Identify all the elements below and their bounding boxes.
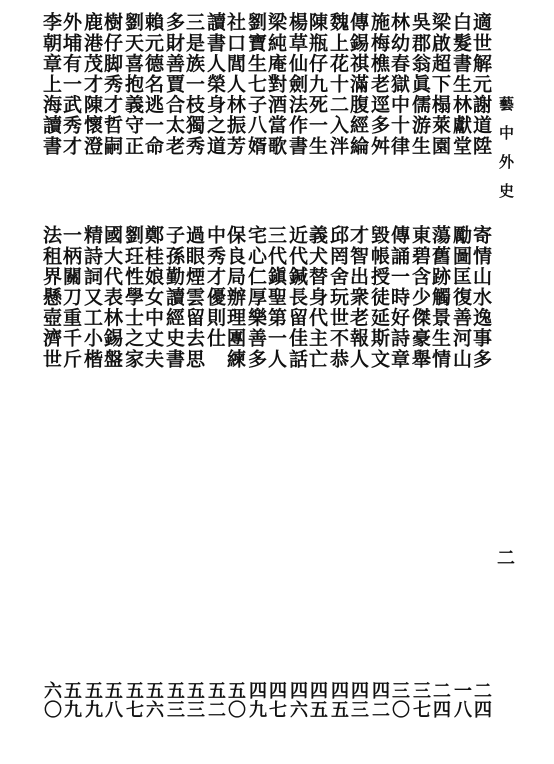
toc-num-text: 五六 bbox=[143, 681, 164, 719]
toc-top-text: 梁啟超下榻萊園 bbox=[429, 12, 451, 157]
toc-middle-text: 傳誦一時好詩章 bbox=[388, 225, 410, 370]
toc-middle-text: 蕩舊跡觸景生情 bbox=[429, 225, 451, 370]
toc-num-text: 五三 bbox=[184, 681, 205, 719]
toc-middle-text: 精詩詞又工小楷 bbox=[81, 225, 103, 370]
toc-num-text: 五九 bbox=[61, 681, 82, 719]
toc-middle-text: 鄭桂娘女中丈夫 bbox=[142, 225, 164, 370]
toc-middle-text: 三代鎭聖第一人 bbox=[265, 225, 287, 370]
toc-top-text: 樹仔脚秀才哲嗣 bbox=[101, 12, 123, 157]
toc-num-text: 二四 bbox=[471, 681, 492, 719]
toc-top-text: 吳郡翁眞儒游生 bbox=[409, 12, 431, 157]
toc-top-text: 賴元德名逃一命 bbox=[142, 12, 164, 157]
toc-top-text: 陳瓶仔九死一生 bbox=[306, 12, 328, 157]
toc-top-text: 適世解元謝道陞 bbox=[470, 12, 492, 157]
toc-num-text: 二四 bbox=[430, 681, 451, 719]
toc-num-text: 五〇 bbox=[225, 681, 246, 719]
toc-num-text: 四二 bbox=[369, 681, 390, 719]
toc-num-text: 四七 bbox=[266, 681, 287, 719]
toc-top-text: 多財善賈合太老 bbox=[163, 12, 185, 157]
toc-middle-text: 毀帳授徒延斯文 bbox=[368, 225, 390, 370]
toc-middle-text: 保良局辦理團練 bbox=[224, 225, 246, 370]
toc-top-text: 林幼春獄中十律 bbox=[388, 12, 410, 157]
toc-middle-text: 宅心仁厚樂善多 bbox=[245, 225, 267, 370]
toc-top-text: 李朝章上海讀書 bbox=[40, 12, 62, 157]
toc-num-text: 四六 bbox=[287, 681, 308, 719]
toc-middle-text: 中秀才優則仕 bbox=[204, 225, 226, 349]
toc-top-text: 社口閭人林振芳 bbox=[224, 12, 246, 157]
toc-middle-text: 東碧含少傑豪舉 bbox=[409, 225, 431, 370]
toc-top-text: 外埔有一武秀才 bbox=[60, 12, 82, 157]
toc-top-text: 傳錫祺滿腹經綸 bbox=[347, 12, 369, 157]
toc-middle-text: 義犬替身代主亡 bbox=[306, 225, 328, 370]
toc-top-text: 讀書人榮身之道 bbox=[204, 12, 226, 157]
toc-num-text: 六〇 bbox=[41, 681, 62, 719]
toc-num-text: 五七 bbox=[123, 681, 144, 719]
toc-top-text: 楊草仙劍法作書 bbox=[286, 12, 308, 157]
toc-middle-text: 才智出衆老報人 bbox=[347, 225, 369, 370]
toc-top-text: 三是族一枝獨秀 bbox=[183, 12, 205, 157]
toc-top-text: 魏上花十二入泮 bbox=[327, 12, 349, 157]
toc-top-text: 鹿港茂才陳懷澄 bbox=[81, 12, 103, 157]
toc-middle-text: 劉玨性學士之家 bbox=[122, 225, 144, 370]
toc-top-text: 施梅樵老逕多舛 bbox=[368, 12, 390, 157]
toc-middle-text: 勵圖匡復善河山 bbox=[450, 225, 472, 370]
toc-num-text: 四五 bbox=[328, 681, 349, 719]
toc-top-text: 劉寶生七子八婿 bbox=[245, 12, 267, 157]
toc-num-text: 三七 bbox=[410, 681, 431, 719]
running-header: 藝中外史 bbox=[497, 96, 515, 212]
toc-num-text: 五三 bbox=[164, 681, 185, 719]
toc-middle-text: 邱罔舍玩世不恭 bbox=[327, 225, 349, 370]
toc-num-text: 三〇 bbox=[389, 681, 410, 719]
toc-num-text: 四九 bbox=[246, 681, 267, 719]
toc-middle-text: 子孫勤讀經史書 bbox=[163, 225, 185, 370]
toc-top-text: 梁純庵對酒當歌 bbox=[265, 12, 287, 157]
toc-top-text: 白髮書生林獻堂 bbox=[450, 12, 472, 157]
toc-top-text: 劉天喜抱義守正 bbox=[122, 12, 144, 157]
toc-middle-text: 寄情山水逸事多 bbox=[470, 225, 492, 370]
toc-num-text: 四五 bbox=[307, 681, 328, 719]
toc-middle-text: 一柄關刀重千斤 bbox=[60, 225, 82, 370]
toc-num-text: 四三 bbox=[348, 681, 369, 719]
toc-num-text: 一八 bbox=[451, 681, 472, 719]
toc-middle-text: 國大代表林錫盤 bbox=[101, 225, 123, 370]
toc-num-text: 五九 bbox=[82, 681, 103, 719]
toc-middle-text: 近代鍼長留佳話 bbox=[286, 225, 308, 370]
toc-middle-text: 過眼煙雲留去思 bbox=[183, 225, 205, 370]
toc-num-text: 五二 bbox=[205, 681, 226, 719]
toc-num-text: 五八 bbox=[102, 681, 123, 719]
toc-middle-text: 法租界懸壺濟世 bbox=[40, 225, 62, 370]
page-number: 二 bbox=[494, 548, 515, 566]
